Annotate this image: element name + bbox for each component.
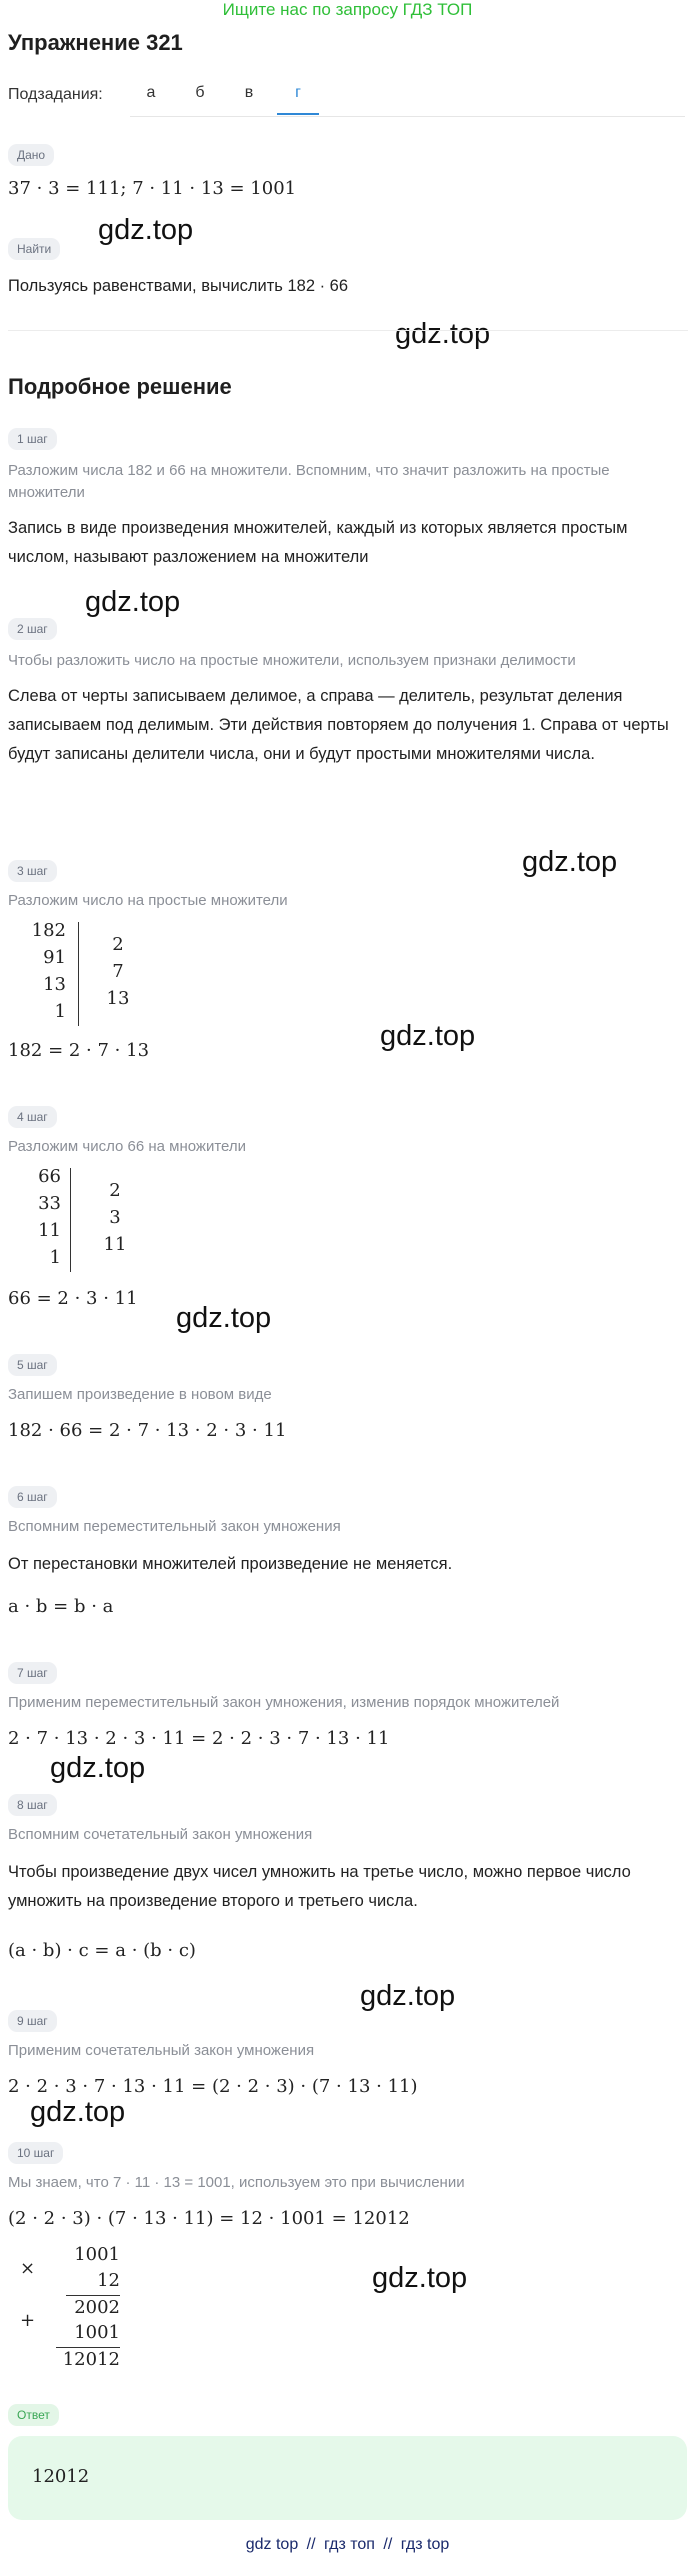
product: 12012: [62, 2349, 120, 2370]
given-badge: Дано: [8, 144, 54, 166]
watermark: gdz.top: [380, 1020, 476, 1052]
step-result: a · b = b · a: [8, 1596, 114, 1617]
dividend: 13: [43, 974, 66, 995]
step-text: Чтобы произведение двух чисел умножить на третье число, можно первое число умножить на произведение второго и третьего числа.: [8, 1863, 631, 1910]
find-badge: Найти: [8, 238, 60, 260]
division-line: [70, 1168, 71, 1272]
watermark: gdz.top: [30, 2096, 126, 2128]
step-badge: 8 шаг: [8, 1794, 57, 1816]
step-badge: 4 шаг: [8, 1106, 57, 1128]
watermark: gdz.top: [98, 214, 194, 246]
watermark: gdz.top: [372, 2262, 468, 2294]
step-note: Применим сочетательный закон умножения: [8, 2042, 315, 2059]
watermark: gdz.top: [395, 318, 491, 350]
divisor: 2: [109, 1180, 121, 1201]
divisor: 13: [106, 988, 130, 1009]
factorization-table: [8, 1166, 138, 1276]
step-text: От перестановки множителей произведение не меняется.: [8, 1555, 453, 1573]
divisor: 3: [109, 1207, 121, 1228]
division-line: [78, 922, 79, 1026]
step-note: Чтобы разложить число на простые множители, используем признаки делимости: [8, 652, 576, 669]
step-result: 182 · 66 = 2 · 7 · 13 · 2 · 3 · 11: [8, 1420, 287, 1441]
column-multiplication: [8, 2240, 128, 2380]
divisor: 2: [112, 934, 124, 955]
footer-links: [0, 2536, 695, 2554]
times-sign: ×: [20, 2258, 36, 2279]
step-note: Вспомним переместительный закон умножения: [8, 1518, 341, 1535]
search-banner[interactable]: Ищите нас по запросу ГДЗ ТОП: [222, 0, 473, 19]
tab-a[interactable]: а: [146, 84, 156, 101]
step-badge: 9 шаг: [8, 2010, 57, 2032]
answer-badge: Ответ: [8, 2404, 59, 2426]
step-note: Применим переместительный закон умножения, изменив порядок множителей: [8, 1694, 560, 1711]
column-line: [66, 2295, 120, 2296]
divisor: 11: [103, 1234, 127, 1255]
answer-box: [8, 2436, 687, 2520]
footer-link[interactable]: гдз top: [400, 2536, 450, 2553]
multiplier: 12: [97, 2270, 120, 2291]
partial-product: 2002: [74, 2297, 120, 2318]
step-badge: 10 шаг: [8, 2142, 63, 2164]
multiplicand: 1001: [74, 2244, 120, 2265]
dividend: 182: [31, 920, 66, 941]
factorization-table: [8, 920, 138, 1030]
footer-link[interactable]: gdz top: [245, 2536, 299, 2553]
step-result: 2 · 7 · 13 · 2 · 3 · 11 = 2 · 2 · 3 · 7 · 13 · 11: [8, 1728, 390, 1749]
footer-separator: //: [383, 2536, 393, 2553]
step-result: 182 = 2 · 7 · 13: [8, 1040, 150, 1061]
subtasks-label: Подзадания:: [8, 86, 103, 103]
dividend: 66: [38, 1166, 61, 1187]
partial-product: 1001: [74, 2322, 120, 2343]
step-result: (a · b) · c = a · (b · c): [8, 1940, 196, 1961]
watermark: gdz.top: [360, 1980, 456, 2012]
step-note: Вспомним сочетательный закон умножения: [8, 1826, 313, 1843]
footer-separator: //: [306, 2536, 316, 2553]
footer-link[interactable]: гдз топ: [324, 2536, 375, 2553]
divider: [8, 330, 688, 331]
step-note: Разложим числа 182 и 66 на множители. Вспомним, что значит разложить на простые множители: [8, 462, 610, 501]
watermark: gdz.top: [176, 1302, 272, 1334]
step-badge: 6 шаг: [8, 1486, 57, 1508]
find-text: Пользуясь равенствами, вычислить 182 · 66: [8, 277, 349, 295]
step-badge: 2 шаг: [8, 618, 57, 640]
step-badge: 3 шаг: [8, 860, 57, 882]
tab-v[interactable]: в: [244, 84, 254, 101]
divisor: 7: [112, 961, 124, 982]
step-result: 66 = 2 · 3 · 11: [8, 1288, 138, 1309]
step-note: Разложим число на простые множители: [8, 892, 288, 909]
tab-b[interactable]: б: [195, 84, 205, 101]
step-result: 2 · 2 · 3 · 7 · 13 · 11 = (2 · 2 · 3) · (7 · 13 · 11): [8, 2076, 418, 2097]
given-equations: 37 · 3 = 111; 7 · 11 · 13 = 1001: [8, 178, 297, 199]
dividend: 11: [38, 1220, 61, 1241]
watermark: gdz.top: [85, 586, 181, 618]
step-badge: 5 шаг: [8, 1354, 57, 1376]
page-title: Упражнение 321: [8, 30, 183, 55]
watermark: gdz.top: [50, 1752, 146, 1784]
step-badge: 1 шаг: [8, 428, 57, 450]
subtask-tabs: [130, 74, 685, 117]
step-note: Разложим число 66 на множители: [8, 1138, 247, 1155]
dividend: 1: [54, 1001, 66, 1022]
section-title: Подробное решение: [8, 374, 232, 399]
plus-sign: +: [20, 2310, 36, 2331]
step-result: (2 · 2 · 3) · (7 · 13 · 11) = 12 · 1001 = 12012: [8, 2208, 410, 2229]
step-note: Запишем произведение в новом виде: [8, 1386, 272, 1403]
answer-value: 12012: [32, 2466, 90, 2487]
dividend: 91: [43, 947, 66, 968]
column-line: [56, 2347, 120, 2348]
tab-g[interactable]: г: [283, 84, 313, 114]
step-note: Мы знаем, что 7 · 11 · 13 = 1001, используем это при вычислении: [8, 2174, 465, 2191]
step-text: Слева от черты записываем делимое, а справа — делитель, результат деления записываем под делимым. Эти действия повторяем до получения 1. Справа от черты будут записаны делители числа, они и будут простыми множителями числа.: [8, 687, 669, 763]
step-text: Запись в виде произведения множителей, каждый из которых является простым числом, называют разложением на множители: [8, 519, 628, 566]
dividend: 1: [49, 1247, 61, 1268]
step-badge: 7 шаг: [8, 1662, 57, 1684]
dividend: 33: [38, 1193, 61, 1214]
watermark: gdz.top: [522, 846, 618, 878]
